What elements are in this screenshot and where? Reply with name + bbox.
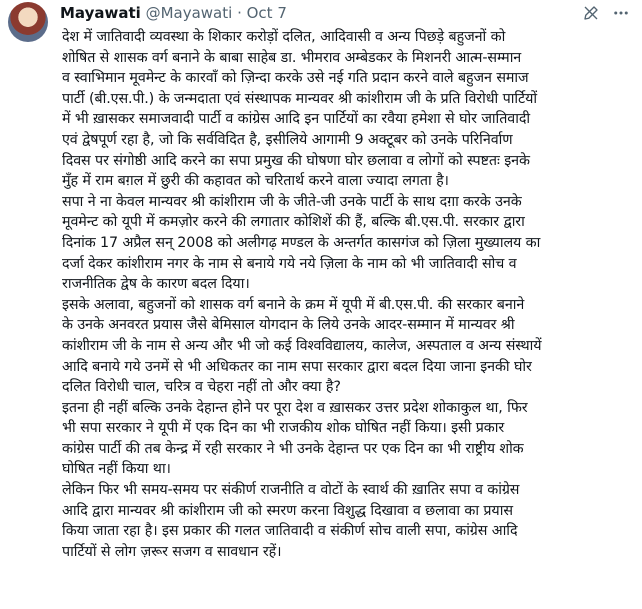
tweet-text-line: आदि द्वारा मान्यवर श्री कांशीराम जी को स्मरण करना विशुद्ध दिखावा व छलावा का प्रयास (62, 502, 513, 519)
more-options-icon[interactable] (612, 4, 630, 22)
tweet-text-line: आदि बनाये गये उनमें से भी अधिकतर का नाम सपा सरकार द्वारा बदल दिया जाना इनकी घोर (62, 358, 532, 375)
tweet-date[interactable]: Oct 7 (246, 4, 287, 22)
tweet-text-line: कांशीराम जी के नाम से अन्य और भी जो कई विश्वविद्यालय, कालेज, अस्पताल व अन्य संस्थायें (62, 337, 542, 354)
tweet-text-line: एवं द्वेषपूर्ण रहा है, जो कि सर्वविदित है, इसीलिये आगामी 9 अक्टूबर को उनके परिनिर्वाण (62, 131, 513, 148)
tweet-text-line: इसके अलावा, बहुजनों को शासक वर्ग बनाने के क्रम में यूपी में बी.एस.पी. की सरकार बनाने (62, 296, 525, 313)
tweet-text-line: शोषित से शासक वर्ग बनाने के बाबा साहेब डा. भीमराव अम्बेडकर के मिशनरी आत्म-सम्मान (62, 49, 522, 66)
tweet-text-line: पार्टियों से लोग ज़रूर सजग व सावधान रहें। (62, 543, 282, 560)
tweet-text-line: मुँह में राम बग़ल में छुरी की कहावत को चरितार्थ करने वाला ज्यादा लगता है। (62, 173, 449, 190)
edit-icon[interactable] (582, 4, 600, 22)
tweet-text-line: में भी ख़ासकर समाजवादी पार्टी व कांग्रेस आदि इन पार्टियों का रवैया हमेशा से घोर जातिवादी (62, 111, 531, 128)
tweet-text-line: दलित विरोधी चाल, चरित्र व चेहरा नहीं तो और क्या है? (62, 379, 341, 396)
tweet-text-line: कांग्रेस पार्टी की तब केन्द्र में रही सरकार ने भी उनके देहान्त पर एक दिन का भी राष्ट्रीय शोक (62, 440, 524, 457)
tweet-text-line: व स्वाभिमान मूवमेन्ट के कारवाँ को ज़िन्दा करके उसे नई गति प्रदान करने वाले बहुजन समाज (62, 70, 529, 87)
author-handle[interactable]: @Mayawati (145, 4, 233, 22)
author-line (60, 3, 287, 23)
tweet-text-line: किया जाता रहा है। इस प्रकार की गलत जातिवादी व संकीर्ण सोच वाली सपा, कांग्रेस आदि (62, 523, 518, 540)
avatar[interactable] (8, 2, 48, 42)
author-name[interactable]: Mayawati (60, 4, 141, 22)
tweet-text-line: इतना ही नहीं बल्कि उनके देहान्त होने पर पूरा देश व ख़ासकर उत्तर प्रदेश शोकाकुल था, फिर (62, 399, 528, 416)
tweet-text-line: भी सपा सरकार ने यूपी में एक दिन का भी राजकीय शोक घोषित नहीं किया। इसी प्रकार (62, 420, 505, 437)
tweet-text-line: पार्टी (बी.एस.पी.) के जन्मदाता एवं संस्थापक मान्यवर श्री कांशीराम जी के प्रति विरोधी पार्टियों (62, 90, 538, 107)
tweet-text-line: घोषित नहीं किया था। (62, 461, 171, 478)
tweet-text-line: देश में जातिवादी व्यवस्था के शिकार करोड़ों दलित, आदिवासी व अन्य पिछड़े बहुजनों को (62, 29, 506, 45)
tweet-text-line: मूवमेन्ट को यूपी में कमज़ोर करने की लगातार कोशिशें की हैं, बल्कि बी.एस.पी. सरकार द्वारा (62, 214, 525, 231)
tweet-text-line: दिवस पर संगोष्ठी आदि करने का सपा प्रमुख की घोषणा घोर छलावा व लोगों को स्पष्टतः इनके (62, 152, 530, 169)
tweet-text-line: के उनके अनवरत प्रयास जैसे बेमिसाल योगदान के लिये उनके आदर-सम्मान में मान्यवर श्री (62, 317, 515, 334)
tweet-text (62, 27, 632, 562)
tweet-text-line: लेकिन फिर भी समय-समय पर संकीर्ण राजनीति व वोटों के स्वार्थ की ख़ातिर सपा व कांग्रेस (62, 482, 520, 499)
tweet-text-line: दिनांक 17 अप्रैल सन् 2008 को अलीगढ़ मण्डल के अन्तर्गत कासगंज को ज़िला मुख्यालय का (62, 234, 541, 251)
tweet-text-line: दर्जा देकर कांशीराम नगर के नाम से बनाये गये नये ज़िला के नाम को भी जातिवादी सोच व (62, 255, 517, 272)
tweet-text-line: राजनीतिक द्वेष के कारण बदल दिया। (62, 276, 250, 293)
tweet-text-line: सपा ने ना केवल मान्यवर श्री कांशीराम जी के जीते-जी उनके पार्टी के साथ दग़ा करके उनके (62, 193, 522, 210)
separator-dot: · (237, 4, 242, 22)
tweet-header (0, 0, 642, 30)
